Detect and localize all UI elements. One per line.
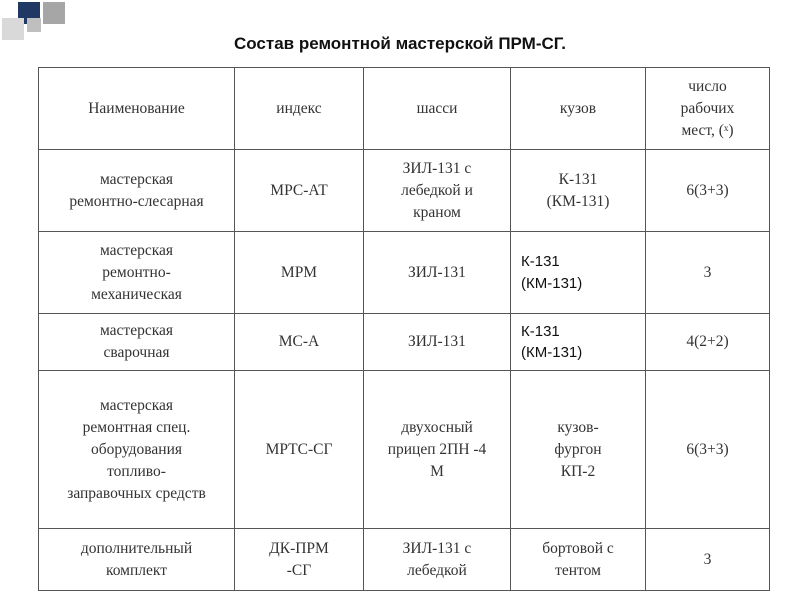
- cell-workplaces: [646, 232, 770, 314]
- cell-line: ремонтно-: [102, 263, 171, 281]
- cell-line: мастерская: [99, 322, 174, 339]
- cell-line: мастерская: [99, 170, 174, 188]
- cell-index: [235, 232, 364, 314]
- decor-square-gray-2: [27, 18, 41, 32]
- table-row: [39, 232, 770, 314]
- header-workplaces-line: мест, (ˣ): [681, 121, 734, 139]
- cell-line: двухосный: [401, 418, 473, 436]
- cell-body: [511, 371, 646, 529]
- cell-line: ЗИЛ-131 с: [402, 159, 472, 177]
- cell-name: [39, 150, 235, 232]
- header-workplaces-line: рабочих: [680, 99, 735, 117]
- cell-line: ЗИЛ-131: [408, 263, 466, 281]
- cell-chassis: [364, 314, 511, 371]
- cell-index: [235, 150, 364, 232]
- header-name: Наименование: [39, 68, 235, 150]
- cell-workplaces: [646, 314, 770, 371]
- cell-body: [511, 314, 646, 371]
- cell-line: лебедкой и: [401, 181, 473, 199]
- cell-name: [39, 371, 235, 529]
- header-index: индекс: [235, 68, 364, 150]
- cell-chassis: [364, 371, 511, 529]
- cell-chassis: [364, 529, 511, 591]
- cell-body: [511, 150, 646, 232]
- cell-line: прицеп 2ПН -4: [387, 440, 487, 458]
- cell-index: [235, 371, 364, 529]
- cell-line: кузов-: [557, 418, 599, 436]
- header-chassis: шасси: [364, 68, 511, 150]
- table-row: [39, 529, 770, 591]
- table-row: [39, 150, 770, 232]
- cell-index: [235, 529, 364, 591]
- cell-body: [511, 232, 646, 314]
- cell-line: МРМ: [280, 263, 318, 281]
- cell-line: К-131: [521, 322, 560, 340]
- cell-line: тентом: [555, 561, 601, 579]
- cell-workplaces: [646, 529, 770, 591]
- cell-line: дополнительный: [80, 539, 193, 557]
- cell-line: комплект: [105, 561, 168, 579]
- cell-line: заправочных средств: [67, 484, 206, 502]
- cell-line: мастерская: [99, 396, 174, 414]
- cell-line: 3: [703, 263, 712, 281]
- cell-chassis: [364, 232, 511, 314]
- cell-body: [511, 529, 646, 591]
- cell-workplaces: [646, 371, 770, 529]
- cell-line: ЗИЛ-131 с: [402, 539, 472, 557]
- cell-name: [39, 232, 235, 314]
- cell-line: К-131: [558, 170, 598, 188]
- cell-line: ремонтная спец.: [82, 418, 191, 436]
- cell-line: 3: [703, 550, 712, 568]
- cell-line: 6(3+3): [686, 440, 729, 458]
- header-body: кузов: [511, 68, 646, 150]
- decor-square-gray: [43, 2, 65, 24]
- cell-line: МРТС-СГ: [265, 440, 333, 458]
- cell-line: краном: [413, 203, 461, 221]
- cell-line: КП-2: [560, 462, 596, 480]
- cell-line: сварочная: [103, 344, 170, 361]
- cell-line: М: [430, 462, 444, 480]
- cell-line: ремонтно-слесарная: [69, 192, 204, 210]
- cell-chassis: [364, 150, 511, 232]
- cell-line: фургон: [554, 440, 602, 458]
- header-workplaces: [646, 68, 770, 150]
- cell-name: [39, 529, 235, 591]
- cell-line: топливо-: [107, 462, 166, 480]
- cell-line: бортовой с: [542, 539, 614, 557]
- cell-line: лебедкой: [407, 561, 467, 579]
- cell-line: -СГ: [286, 561, 312, 579]
- composition-table: [38, 67, 770, 591]
- cell-line: 6(3+3): [686, 181, 729, 199]
- table-header-row: [39, 68, 770, 150]
- cell-line: 4(2+2): [686, 333, 729, 350]
- cell-line: механическая: [91, 285, 182, 303]
- cell-line: К-131: [521, 253, 560, 271]
- cell-workplaces: [646, 150, 770, 232]
- cell-index: [235, 314, 364, 371]
- cell-line: (КМ-131): [521, 274, 583, 292]
- cell-line: ДК-ПРМ: [269, 539, 329, 557]
- cell-line: ЗИЛ-131: [408, 333, 466, 350]
- table-row: [39, 371, 770, 529]
- cell-line: (КМ-131): [546, 192, 610, 210]
- cell-line: оборудования: [90, 440, 183, 458]
- cell-line: МРС-АТ: [270, 181, 328, 199]
- cell-line: (КМ-131): [521, 344, 583, 361]
- cell-line: мастерская: [99, 241, 174, 259]
- cell-line: МС-А: [278, 333, 320, 350]
- cell-name: [39, 314, 235, 371]
- table-row: [39, 314, 770, 371]
- header-workplaces-line: число: [688, 77, 727, 95]
- page-title: Состав ремонтной мастерской ПРМ-СГ.: [233, 34, 566, 53]
